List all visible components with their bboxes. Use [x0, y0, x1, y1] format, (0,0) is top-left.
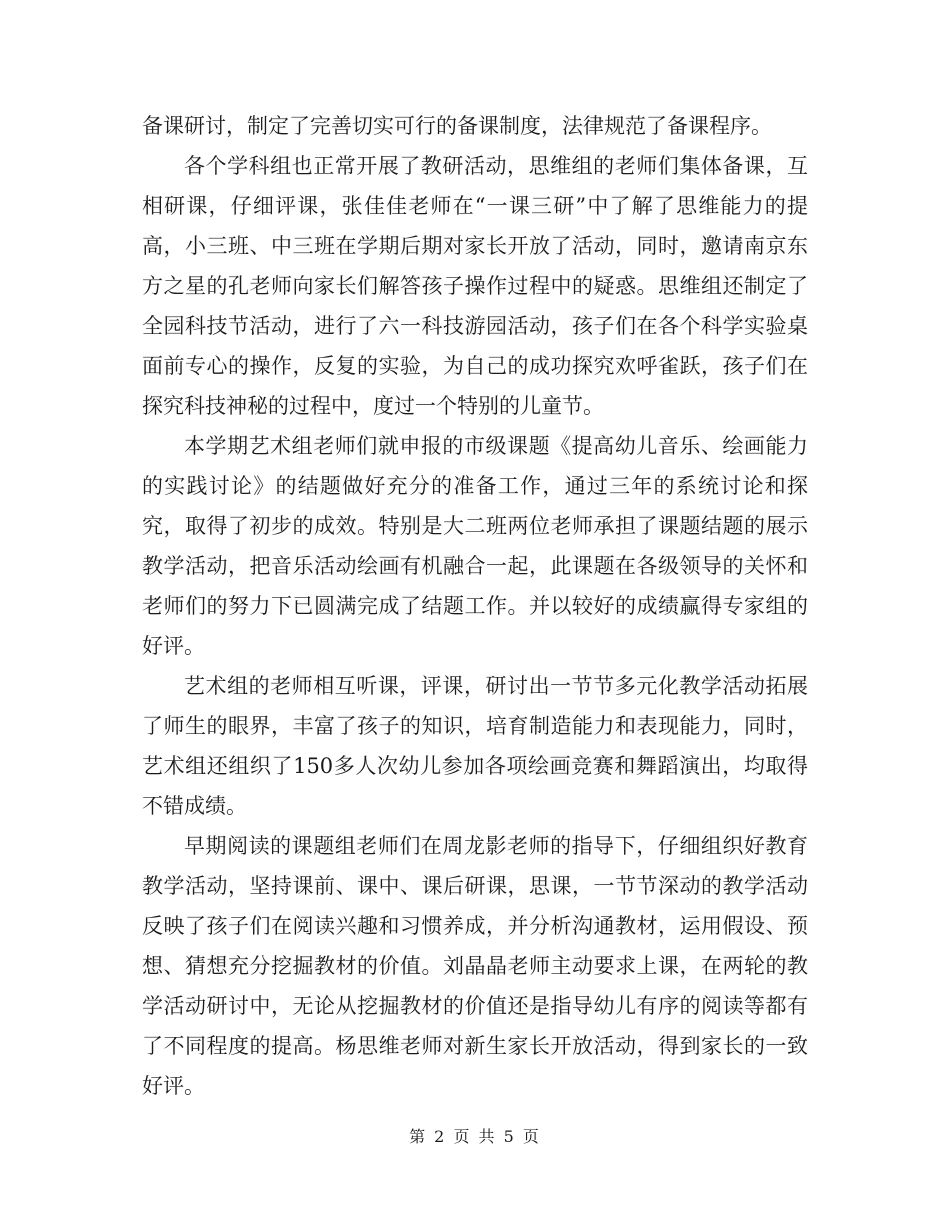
document-body: [142, 106, 808, 1106]
paragraph-early-reading: 早期阅读的课题组老师们在周龙影老师的指导下，仔细组织好教育教学活动，坚持课前、课中、课后研课，思课，一节节深动的教学活动反映了孩子们在阅读兴趣和习惯养成，并分析沟通教材，运用假设、预想、猜想充分挖掘教材的价值。刘晶晶老师主动要求上课，在两轮的教学活动研讨中，无论从挖掘教材的价值还是指导幼儿有序的阅读等都有了不同程度的提高。杨思维老师对新生家长开放活动，得到家长的一致好评。: [142, 834, 808, 1098]
paragraph-art-group-project: 本学期艺术组老师们就申报的市级课题《提高幼儿音乐、绘画能力的实践讨论》的结题做好充分的准备工作，通过三年的系统讨论和探究，取得了初步的成效。特别是大二班两位老师承担了课题结题的展示教学活动，把音乐活动绘画有机融合一起，此课题在各级领导的关怀和老师们的努力下已圆满完成了结题工作。并以较好的成绩赢得专家组的好评。: [142, 434, 808, 658]
paragraph-thinking-group: 各个学科组也正常开展了教研活动，思维组的老师们集体备课，互相研课，仔细评课，张佳佳老师在“一课三研”中了解了思维能力的提高，小三班、中三班在学期后期对家长开放了活动，同时，邀请南京东方之星的孔老师向家长们解答孩子操作过程中的疑惑。思维组还制定了全园科技节活动，进行了六一科技游园活动，孩子们在各个科学实验桌面前专心的操作，反复的实验，为自己的成功探究欢呼雀跃，孩子们在探究科技神秘的过程中，度过一个特别的儿童节。: [142, 154, 808, 418]
paragraph-art-group-lessons: 艺术组的老师相互听课，评课，研讨出一节节多元化教学活动拓展了师生的眼界，丰富了孩子的知识，培育制造能力和表现能力，同时，艺术组还组织了150多人次幼儿参加各项绘画竞赛和舞蹈演出，均取得不错成绩。: [142, 674, 808, 818]
paragraph-continued: 备课研讨，制定了完善切实可行的备课制度，法律规范了备课程序。: [142, 114, 772, 138]
page-footer: 第 2 页 共 5 页: [409, 1127, 541, 1146]
